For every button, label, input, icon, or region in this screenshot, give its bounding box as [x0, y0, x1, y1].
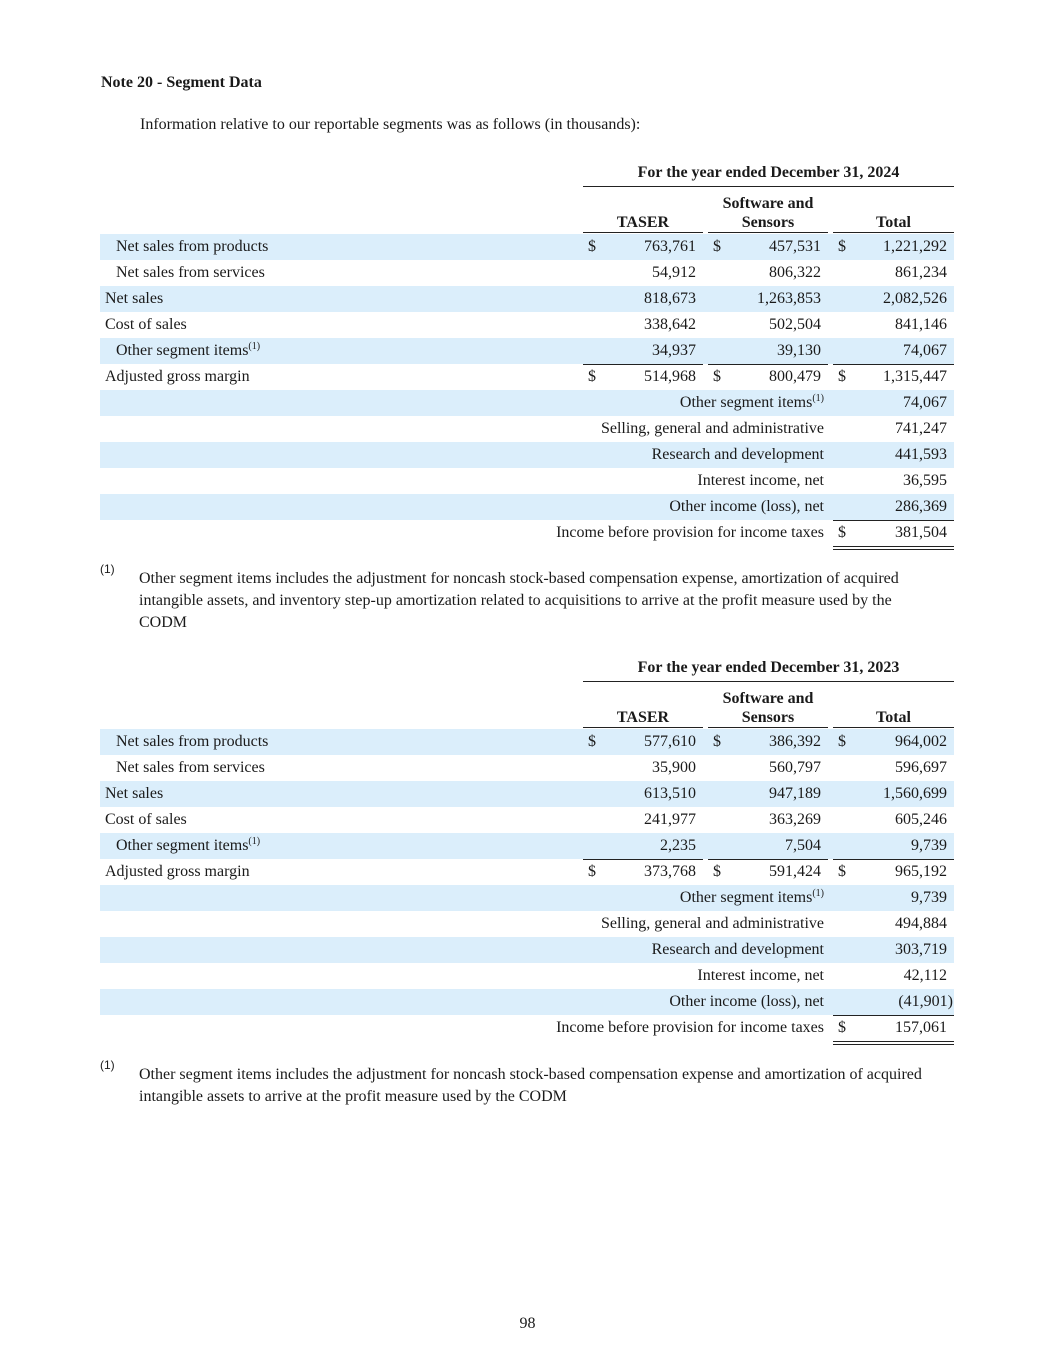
total-value: 36,595: [903, 472, 947, 489]
total-value: 303,719: [895, 941, 947, 958]
column-header-label: Total: [876, 709, 911, 726]
row-label-text: Other segment items: [679, 394, 813, 411]
currency-symbol: $: [588, 733, 596, 750]
total-value: 9,739: [911, 837, 947, 854]
reconciliation-row: [100, 937, 954, 963]
total-value: 1,315,447: [883, 368, 947, 385]
row-label: [680, 885, 824, 911]
reconciliation-row: [100, 494, 954, 520]
software-value: 7,504: [785, 837, 821, 854]
period-header: For the year ended December 31, 2023: [583, 655, 954, 682]
column-header-taser: [583, 685, 703, 728]
column-header-taser: [583, 190, 703, 233]
row-label: Net sales from products: [116, 238, 269, 255]
currency-symbol: $: [838, 238, 846, 255]
software-value: 560,797: [769, 759, 821, 776]
software-value: 947,189: [769, 785, 821, 802]
currency-symbol: $: [838, 368, 846, 385]
reconciliation-row: [100, 416, 954, 442]
total-value: 1,560,699: [883, 785, 947, 802]
row-label: Net sales: [105, 785, 164, 802]
note-title: Note 20 - Segment Data: [101, 74, 262, 91]
column-header-label: Sensors: [741, 214, 795, 231]
row-label-text: Other segment items: [116, 837, 249, 854]
total-value: 965,192: [895, 863, 947, 880]
reconciliation-row: [100, 390, 954, 416]
column-header-label: Software and: [722, 690, 814, 707]
table-row: [100, 286, 954, 312]
row-label: Income before provision for income taxes: [556, 524, 824, 541]
column-header-label: Software and: [722, 195, 814, 212]
row-label: Adjusted gross margin: [105, 368, 250, 385]
row-label: Research and development: [651, 446, 824, 463]
taser-value: 338,642: [644, 316, 696, 333]
software-value: 386,392: [769, 733, 821, 750]
table-row: [100, 312, 954, 338]
footnote-mark: (1): [100, 1058, 115, 1072]
row-label: Cost of sales: [105, 316, 187, 333]
total-value: 441,593: [895, 446, 947, 463]
total-value: 1,221,292: [883, 238, 947, 255]
taser-value: 54,912: [652, 264, 696, 281]
total-value: 157,061: [895, 1019, 947, 1036]
total-value: 2,082,526: [883, 290, 947, 307]
total-value: (41,901): [898, 993, 953, 1010]
row-label: Interest income, net: [697, 472, 824, 489]
reconciliation-row: [100, 442, 954, 468]
taser-value: 763,761: [644, 238, 696, 255]
currency-symbol: $: [713, 368, 721, 385]
footnote-text: Other segment items includes the adjustment for noncash stock-based compensation expense, amortization of acquired intangible assets, and inventory step-up amortization related to acquisitions to arrive at the profit measure used by the CODM: [139, 570, 899, 631]
table-row: [100, 729, 954, 755]
total-value: 964,002: [895, 733, 947, 750]
column-header-label: TASER: [616, 709, 670, 726]
table-row: [100, 781, 954, 807]
row-label: [116, 833, 260, 859]
row-label: Other income (loss), net: [669, 498, 824, 515]
reconciliation-row: [100, 1015, 954, 1041]
footnote-ref: (1): [248, 836, 261, 847]
footnote-mark: (1): [100, 562, 115, 576]
row-label: Selling, general and administrative: [600, 915, 824, 932]
table-row: [100, 807, 954, 833]
total-value: 74,067: [903, 394, 947, 411]
taser-value: 241,977: [644, 811, 696, 828]
reconciliation-row: [100, 468, 954, 494]
footnote-text: Other segment items includes the adjustment for noncash stock-based compensation expense and amortization of acquired intangible assets to arrive at the profit measure used by the CODM: [139, 1066, 922, 1105]
row-label-text: Other segment items: [679, 889, 813, 906]
row-label: [116, 338, 260, 364]
total-value: 381,504: [895, 524, 947, 541]
row-label-text: Other segment items: [116, 342, 249, 359]
taser-value: 35,900: [652, 759, 696, 776]
column-header-label: Sensors: [741, 709, 795, 726]
row-label: Net sales from services: [116, 264, 265, 281]
software-value: 363,269: [769, 811, 821, 828]
row-label: Net sales from products: [116, 733, 269, 750]
total-value: 42,112: [903, 967, 947, 984]
column-header-label: TASER: [616, 214, 670, 231]
row-label: Net sales from services: [116, 759, 265, 776]
taser-value: 34,937: [652, 342, 696, 359]
table-row: [100, 260, 954, 286]
currency-symbol: $: [838, 524, 846, 541]
table-row: [100, 338, 954, 364]
software-value: 39,130: [777, 342, 821, 359]
total-value: 861,234: [895, 264, 947, 281]
column-header-software: [708, 190, 828, 233]
row-label: Income before provision for income taxes: [556, 1019, 824, 1036]
taser-value: 818,673: [644, 290, 696, 307]
page-number: 98: [519, 1315, 536, 1332]
taser-value: 2,235: [660, 837, 696, 854]
row-label: Other income (loss), net: [669, 993, 824, 1010]
total-value: 596,697: [895, 759, 947, 776]
table-row: [100, 755, 954, 781]
currency-symbol: $: [588, 368, 596, 385]
table-row: [100, 234, 954, 260]
software-value: 800,479: [769, 368, 821, 385]
row-label: Cost of sales: [105, 811, 187, 828]
total-value: 841,146: [895, 316, 947, 333]
software-value: 806,322: [769, 264, 821, 281]
column-header-label: Total: [876, 214, 911, 231]
row-label: Interest income, net: [697, 967, 824, 984]
row-label: Research and development: [651, 941, 824, 958]
taser-value: 514,968: [644, 368, 696, 385]
period-header: For the year ended December 31, 2024: [583, 160, 954, 187]
taser-value: 613,510: [644, 785, 696, 802]
software-value: 457,531: [769, 238, 821, 255]
currency-symbol: $: [588, 863, 596, 880]
currency-symbol: $: [838, 733, 846, 750]
reconciliation-row: [100, 520, 954, 546]
total-value: 74,067: [903, 342, 947, 359]
currency-symbol: $: [713, 733, 721, 750]
total-value: 286,369: [895, 498, 947, 515]
column-header-software: [708, 685, 828, 728]
intro-text: Information relative to our reportable segments was as follows (in thousands):: [140, 116, 641, 133]
currency-symbol: $: [588, 238, 596, 255]
taser-value: 373,768: [644, 863, 696, 880]
table-row: [100, 364, 954, 390]
row-label: Adjusted gross margin: [105, 863, 250, 880]
software-value: 591,424: [769, 863, 821, 880]
total-value: 494,884: [895, 915, 947, 932]
software-value: 1,263,853: [757, 290, 821, 307]
reconciliation-row: [100, 885, 954, 911]
currency-symbol: $: [838, 1019, 846, 1036]
total-value: 9,739: [911, 889, 947, 906]
table-row: [100, 833, 954, 859]
footnote-ref: (1): [812, 393, 824, 404]
reconciliation-row: [100, 963, 954, 989]
column-header-total: [833, 685, 954, 728]
reconciliation-row: [100, 911, 954, 937]
row-label: [680, 390, 824, 416]
footnote-ref: (1): [812, 888, 824, 899]
row-label: Net sales: [105, 290, 164, 307]
total-value: 741,247: [895, 420, 947, 437]
software-value: 502,504: [769, 316, 821, 333]
column-header-total: [833, 190, 954, 233]
currency-symbol: $: [713, 238, 721, 255]
reconciliation-row: [100, 989, 954, 1015]
table-row: [100, 859, 954, 885]
footnote-ref: (1): [248, 341, 261, 352]
taser-value: 577,610: [644, 733, 696, 750]
row-label: Selling, general and administrative: [600, 420, 824, 437]
total-value: 605,246: [895, 811, 947, 828]
currency-symbol: $: [838, 863, 846, 880]
currency-symbol: $: [713, 863, 721, 880]
